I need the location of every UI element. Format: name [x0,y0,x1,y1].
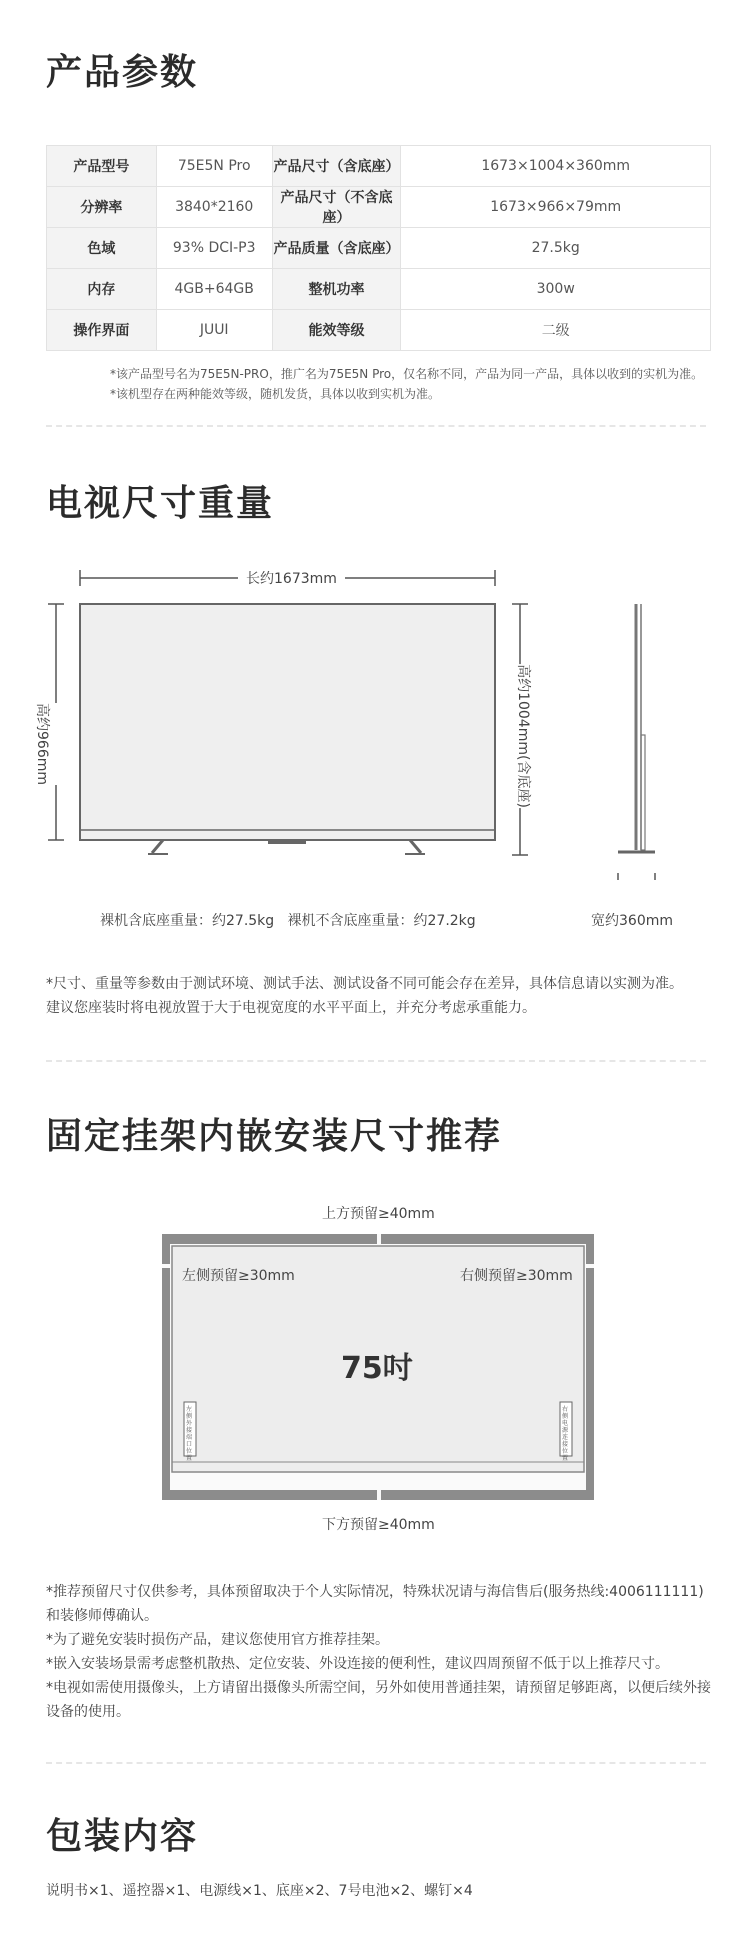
screen-size-label: 75吋 [341,1351,413,1386]
spec-row [47,187,711,228]
left-port-label: 左侧外接端口位置 [186,1406,193,1462]
spec-key: 整机功率 [272,269,401,310]
dimension-notes [46,972,711,1020]
mount-note: *嵌入安装场景需考虑整机散热、定位安装、外设连接的便利性，建议四周预留不低于以上推荐尺寸。 [46,1656,669,1672]
left-clearance-label: 左侧预留≥30mm [182,1268,295,1284]
right-port-label: 右侧电源连接位置 [562,1406,569,1462]
width-label: 宽约360mm [591,910,673,930]
spec-value: 1673×966×79mm [401,187,711,228]
mount-title: 固定挂架内嵌安装尺寸推荐 [46,1116,503,1157]
package-contents: 说明书×1、遥控器×1、电源线×1、底座×2、7号电池×2、螺钉×4 [46,1883,473,1899]
params-title: 产品参数 [46,52,199,93]
divider [46,425,706,427]
spec-note: *该机型存在两种能效等级，随机发货，具体以收到实机为准。 [110,387,441,401]
spec-key: 产品尺寸（含底座） [272,146,401,187]
right-clearance-label: 右侧预留≥30mm [460,1268,573,1284]
mount-note: *为了避免安装时损伤产品，建议您使用官方推荐挂架。 [46,1632,389,1648]
divider [46,1060,706,1062]
divider [46,1762,706,1764]
mount-note: *电视如需使用摄像头，上方请留出摄像头所需空间，另外如使用普通挂架，请预留足够距离，以便后续外接设备的使用。 [46,1680,711,1720]
spec-key: 分辨率 [47,187,157,228]
spec-key: 色域 [47,228,157,269]
weight-label: 裸机含底座重量：约27.5kg 裸机不含底座重量：约27.2kg [100,910,476,930]
spec-key: 产品质量（含底座） [272,228,401,269]
bottom-clearance-label: 下方预留≥40mm [322,1517,435,1533]
spec-value: JUUI [156,310,272,351]
spec-row [47,269,711,310]
spec-row [47,146,711,187]
dimension-note: 建议您座装时将电视放置于大于电视宽度的水平平面上，并充分考虑承重能力。 [46,1000,536,1016]
spec-value: 1673×1004×360mm [401,146,711,187]
package-title: 包装内容 [46,1816,199,1857]
spec-table [46,145,711,351]
spec-value: 93% DCI-P3 [156,228,272,269]
dimension-note: *尺寸、重量等参数由于测试环境、测试手法、测试设备不同可能会存在差异，具体信息请以实测为准。 [46,976,683,992]
spec-value: 75E5N Pro [156,146,272,187]
spec-row [47,228,711,269]
mount-notes [46,1580,711,1724]
spec-notes [110,364,720,404]
spec-key: 内存 [47,269,157,310]
dimension-title: 电视尺寸重量 [46,483,275,524]
spec-value: 27.5kg [401,228,711,269]
spec-row [47,310,711,351]
length-label: 长约1673mm [238,568,345,588]
mount-note: *推荐预留尺寸仅供参考，具体预留取决于个人实际情况，特殊状况请与海信售后(服务热线:4006111111)和装修师傅确认。 [46,1584,704,1624]
tv-front-drawing [0,560,750,880]
spec-value: 二级 [401,310,711,351]
top-clearance-label: 上方预留≥40mm [322,1206,435,1222]
spec-value: 300w [401,269,711,310]
height-with-stand-label: 高约1004mm(含底座) [510,664,538,808]
spec-value: 4GB+64GB [156,269,272,310]
spec-key: 产品型号 [47,146,157,187]
spec-key: 能效等级 [272,310,401,351]
spec-note: *该产品型号名为75E5N-PRO，推广名为75E5N Pro，仅名称不同，产品为同一产品，具体以收到的实机为准。 [110,367,704,381]
height-label: 高约966mm [29,703,57,785]
spec-key: 产品尺寸（不含底座） [272,187,401,228]
spec-key: 操作界面 [47,310,157,351]
spec-value: 3840*2160 [156,187,272,228]
